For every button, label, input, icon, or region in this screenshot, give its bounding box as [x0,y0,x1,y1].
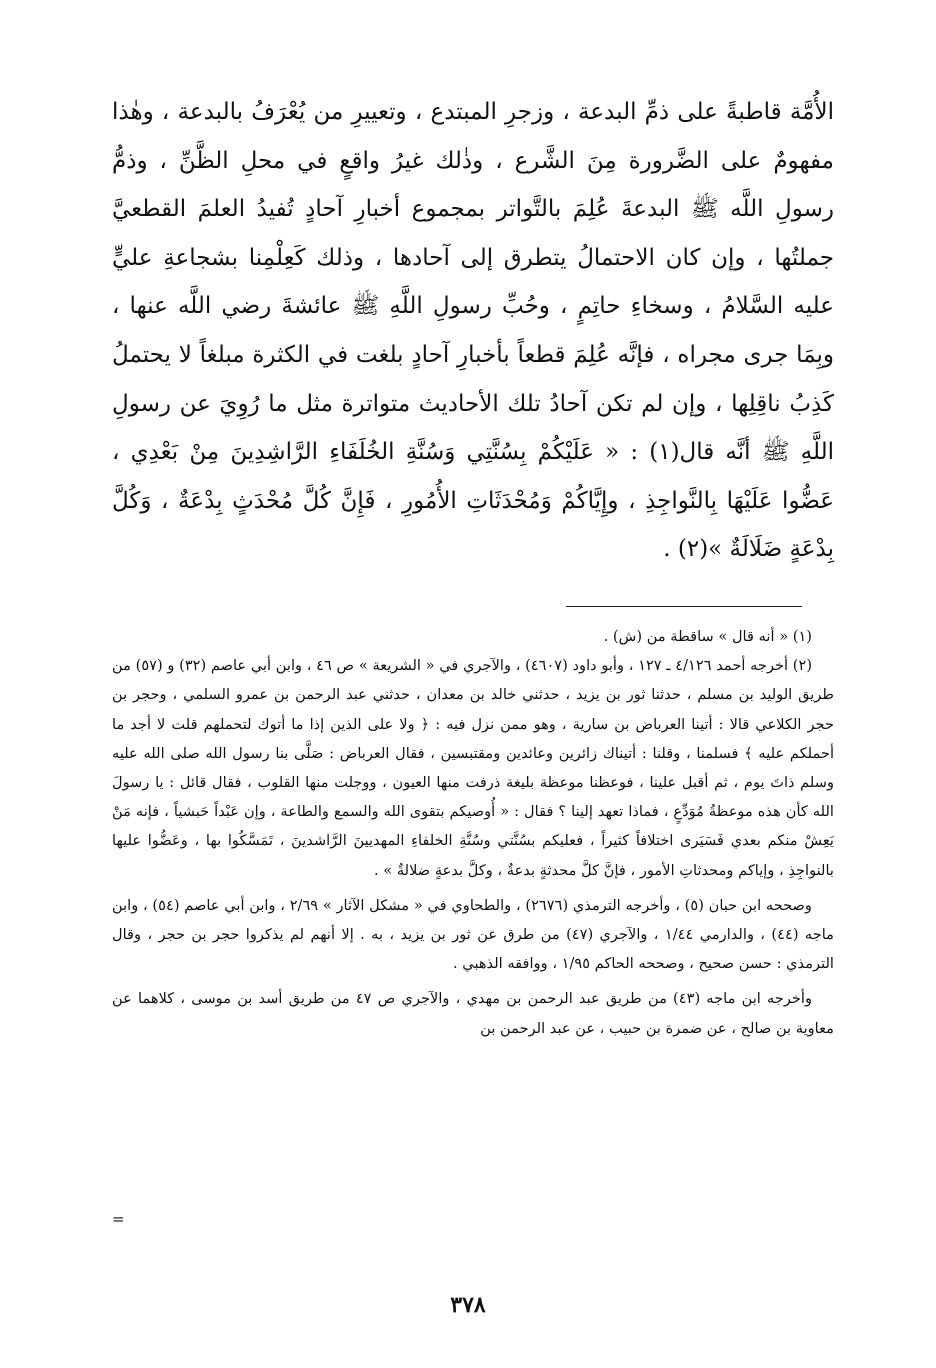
continuation-mark: = [112,1210,125,1228]
footnote-1: (١) « أنه قال » ساقطة من (ش) . [603,628,812,645]
footnotes-section [112,622,834,1043]
footnote-2-paragraph-3: وأخرجه ابن ماجه (٤٣) من طريق عبد الرحمن بن مهدي ، والآجري ص ٤٧ من طريق أسد بن موسى ، كلاهما عن معاوية بن صالح ، عن ضمرة بن حبيب ، عن عبد الرحمن بن [112,990,834,1037]
main-text-block [112,88,834,574]
footnote-separator [566,606,802,607]
page-number: ٣٧٨ [450,1292,486,1318]
footnote-2-paragraph-2: وصححه ابن حبان (٥) ، وأخرجه الترمذي (٢٦٧٦) ، والطحاوي في « مشكل الآثار » ٢/٦٩ ، وابن أبي عاصم (٥٤) ، وابن ماجه (٤٤) ، والدارمي ١/٤٤ ، والآجري (٤٧) من طرق عن ثور بن يزيد ، به . إلا أنهم لم يذكروا حجر بن حجر ، وقال الترمذي : حسن صحيح ، وصححه الحاكم ١/٩٥ ، ووافقه الذهبي . [112,896,834,973]
main-paragraph: الأُمَّة قاطبةً على ذمِّ البدعة ، وزجرِ المبتدع ، وتعييرِ من يُعْرَفُ بالبدعة ، وهٰذا مفهومٌ على الضَّرورة مِنَ الشَّرع ، وذٰلك غيرُ واقعٍ في محلِ الظَّنِّ ، وذمُّ رسولِ اللَّه ﷺ البدعةَ عُلِمَ بالتَّواتر بمجموع أخبارِ آحادٍ تُفيدُ العلمَ القطعيَّ جملتُها ، وإن كان الاحتمالُ يتطرق إلى آحادها ، وذلك كَعِلْمِنا بشجاعةِ عليٍّ عليه السَّلامُ ، وسخاءِ حاتِمٍ ، وحُبِّ رسولِ اللَّهِ ﷺ عائشةَ رضي اللَّه عنها ، وبِمَا جرى مجراه ، فإنَّه عُلِمَ قطعاً بأخبارِ آحادٍ بلغت في الكثرة مبلغاً لا يحتملُ كَذِبُ ناقِلِها ، وإن لم تكن آحادُ تلك الأحاديث متواترة مثل ما رُوِيَ عن رسولِ اللَّهِ ﷺ أنَّه قال(١) : « عَلَيْكُمْ بِسُنَّتِي وَسُنَّةِ الخُلَفَاءِ الرَّاشِدِينَ مِنْ بَعْدِي ، عَضُّوا عَلَيْهَا بِالنَّواجِذِ ، وإِيَّاكُمْ وَمُحْدَثَاتِ الأُمُورِ ، فَإِنَّ كُلَّ مُحْدَثٍ بِدْعَةٌ ، وَكُلَّ بِدْعَةٍ ضَلَالَةٌ »(٢) . [112,99,835,563]
footnote-2: (٢) أخرجه أحمد ٤/١٢٦ ـ ١٢٧ ، وأبو داود (٤٦٠٧) ، والآجري في « الشريعة » ص ٤٦ ، وابن أبي عاصم (٣٢) و (٥٧) من طريق الوليد بن مسلم ، حدثنا ثور بن يزيد ، حدثني خالد بن معدان ، حدثني عبد الرحمن بن عمرو السلمي ، وحجر بن حجر الكلاعي قالا : أتينا العرباض بن سارية ، وهو ممن نزل فيه : ﴿ ولا على الذين إذا ما أتوك لتحملهم قلت لا أجد ما أحملكم عليه ﴾ فسلمنا ، وقلنا : أتيناك زائرين وعائدين ومقتبسين ، فقال العرباض : صَلَّى بنا رسول الله صلى الله عليه وسلم ذاتَ يوم ، ثم أقبل علينا ، فوعظنا موعظة بليغة ذرفت منها العيون ، ووجلت منها القلوب ، فقال قائل : يا رسولَ الله كأن هذه موعظةُ مُوَدِّعٍ ، فماذا تعهد إلينا ؟ فقال : « أُوصيكم بتقوى الله والسمع والطاعة ، وإن عَبْداً حَبشياً ، فإنه مَنْ يَعِشْ منكم بعدي فَسَيَرى اختلافاً كثيراً ، فعليكم بسُنَّتي وسُنَّةِ الخلفاءِ المهديينَ الرَّاشدينَ ، تَمَسَّكُوا بها ، وعَضُّوا عليها بالنواجِذِ ، وإياكم ومحدثاتِ الأمور ، فإنَّ كلَّ محدثةٍ بدعةٌ ، وكلَّ بدعةٍ ضلالةٌ » . [112,657,834,879]
